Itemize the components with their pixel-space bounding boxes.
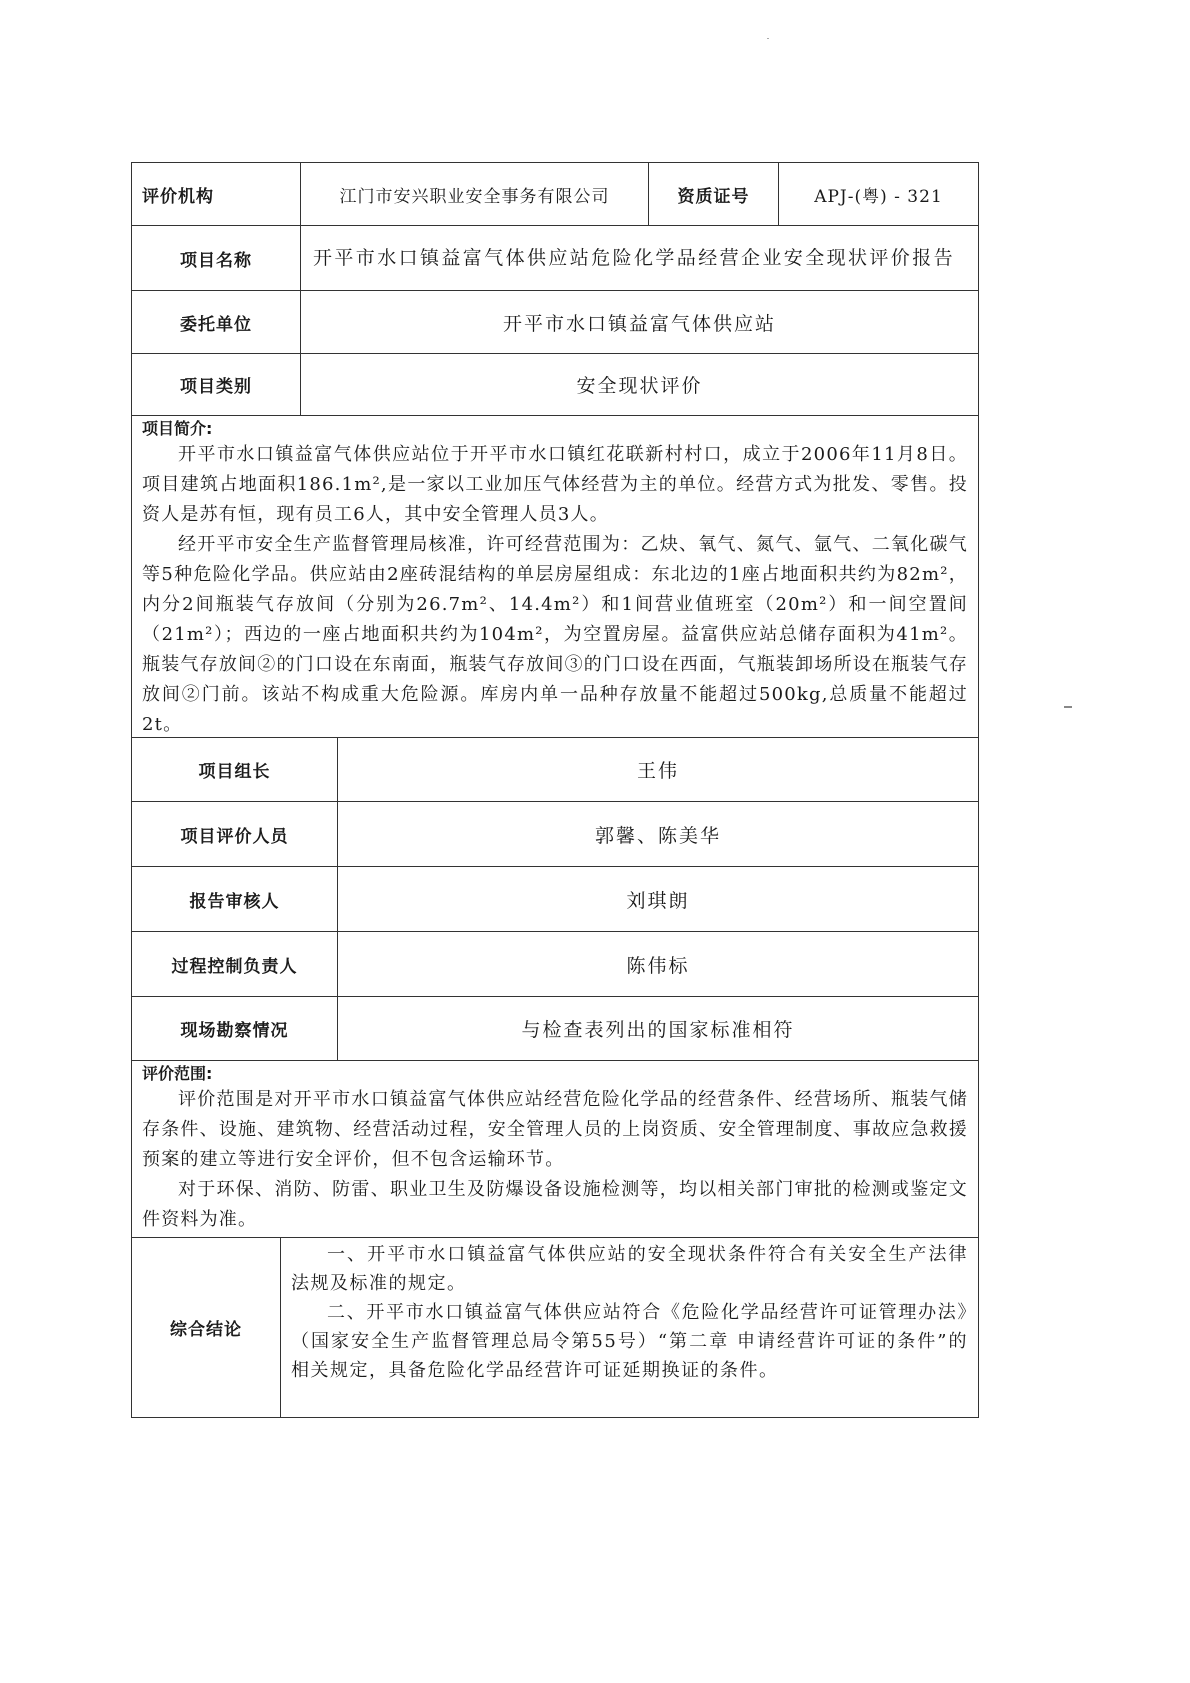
client-value: 开平市水口镇益富气体供应站 bbox=[502, 312, 776, 335]
org-label: 评价机构 bbox=[132, 163, 301, 225]
client-row bbox=[132, 291, 978, 354]
client-label: 委托单位 bbox=[132, 291, 301, 353]
scope-heading: 评价范围: bbox=[142, 1064, 213, 1083]
evaluators-label: 项目评价人员 bbox=[132, 802, 338, 866]
cert-label: 资质证号 bbox=[649, 163, 779, 225]
site-survey-row bbox=[132, 997, 978, 1061]
team-leader-label: 项目组长 bbox=[132, 738, 338, 801]
evaluation-scope-section bbox=[132, 1061, 978, 1238]
project-name-value: 开平市水口镇益富气体供应站危险化学品经营企业安全现状评价报告 bbox=[313, 246, 956, 269]
reviewer-value: 刘琪朗 bbox=[626, 889, 690, 912]
team-leader-row bbox=[132, 738, 978, 802]
category-value: 安全现状评价 bbox=[576, 375, 703, 397]
scan-speck bbox=[767, 38, 769, 39]
intro-heading: 项目简介: bbox=[142, 419, 213, 438]
evaluators-row bbox=[132, 802, 978, 867]
intro-paragraph: 开平市水口镇益富气体供应站位于开平市水口镇红花联新村村口，成立于2006年11月8日。项目建筑占地面积186.1m²,是一家以工业加压气体经营为主的单位。经营方式为批发、零售。投资人是苏有恒，现有员工6人，其中安全管理人员3人。 bbox=[142, 444, 968, 525]
conclusion-row bbox=[132, 1238, 978, 1417]
conclusion-label: 综合结论 bbox=[132, 1238, 281, 1417]
site-survey-value: 与检查表列出的国家标准相符 bbox=[521, 1019, 795, 1041]
project-name-label: 项目名称 bbox=[132, 226, 301, 290]
scope-paragraph: 对于环保、消防、防雷、职业卫生及防爆设备设施检测等，均以相关部门审批的检测或鉴定文件资料为准。 bbox=[142, 1179, 968, 1230]
scan-mark bbox=[1064, 706, 1072, 708]
org-row bbox=[132, 163, 978, 226]
conclusion-paragraph: 一、开平市水口镇益富气体供应站的安全现状条件符合有关安全生产法律法规及标准的规定。 bbox=[291, 1244, 968, 1294]
site-survey-label: 现场勘察情况 bbox=[132, 997, 338, 1060]
team-leader-value: 王伟 bbox=[636, 760, 679, 782]
org-value: 江门市安兴职业安全事务有限公司 bbox=[301, 163, 649, 225]
project-name-row bbox=[132, 226, 978, 291]
evaluators-value: 郭馨、陈美华 bbox=[594, 824, 721, 847]
evaluation-info-table bbox=[131, 162, 979, 1418]
category-row bbox=[132, 354, 978, 416]
process-control-label: 过程控制负责人 bbox=[132, 932, 338, 996]
process-control-value: 陈伟标 bbox=[626, 954, 690, 977]
conclusion-content bbox=[281, 1238, 978, 1385]
process-control-row bbox=[132, 932, 978, 997]
conclusion-paragraph: 二、开平市水口镇益富气体供应站符合《危险化学品经营许可证管理办法》（国家安全生产监督管理总局令第55号）“第二章 申请经营许可证的条件”的相关规定，具备危险化学品经营许可证延期换证的条件。 bbox=[291, 1302, 968, 1381]
project-intro-section bbox=[132, 416, 978, 738]
cert-value: APJ-(粤) - 321 bbox=[814, 186, 943, 207]
category-label: 项目类别 bbox=[132, 354, 301, 415]
reviewer-row bbox=[132, 867, 978, 932]
scope-paragraph: 评价范围是对开平市水口镇益富气体供应站经营危险化学品的经营条件、经营场所、瓶装气储存条件、设施、建筑物、经营活动过程，安全管理人员的上岗资质、安全管理制度、事故应急救援预案的建立等进行安全评价，但不包含运输环节。 bbox=[142, 1089, 968, 1170]
reviewer-label: 报告审核人 bbox=[132, 867, 338, 931]
intro-paragraph: 经开平市安全生产监督管理局核准，许可经营范围为：乙炔、氧气、氮气、氩气、二氧化碳气等5种危险化学品。供应站由2座砖混结构的单层房屋组成：东北边的1座占地面积共约为82m²，内分2间瓶装气存放间（分别为26.7m²、14.4m²）和1间营业值班室（20m²）和一间空置间（21m²）；西边的一座占地面积共约为104m²，为空置房屋。益富供应站总储存面积为41m²。瓶装气存放间②的门口设在东南面，瓶装气存放间③的门口设在西面，气瓶装卸场所设在瓶装气存放间②门前。该站不构成重大危险源。库房内单一品种存放量不能超过500kg,总质量不能超过2t。 bbox=[142, 534, 968, 735]
